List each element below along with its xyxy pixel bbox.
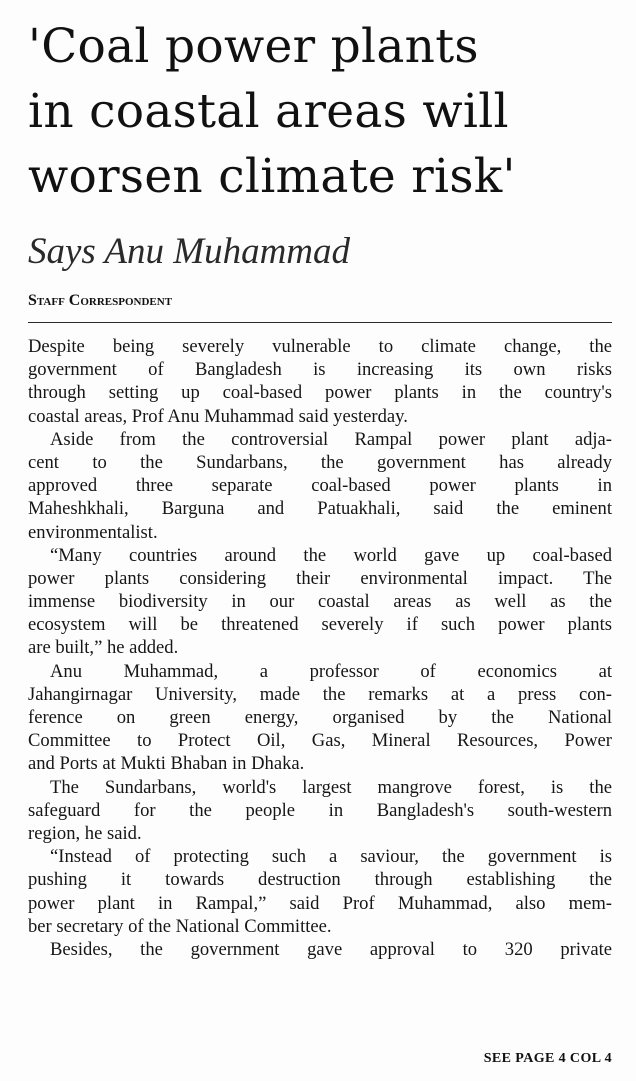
body-line: through setting up coal-based power plants in the country's	[28, 382, 612, 404]
continued-on-page: SEE PAGE 4 COL 4	[483, 1051, 612, 1066]
body-line: immense biodiversity in our coastal areas as well as the	[28, 591, 612, 613]
body-line: power plants considering their environmental impact. The	[28, 567, 612, 589]
body-line: Aside from the controversial Rampal power plant adja-	[50, 428, 612, 450]
body-line: Jahangirnagar University, made the remarks at a press con-	[28, 683, 612, 705]
body-line: are built,” he added.	[28, 637, 179, 659]
body-line: approved three separate coal-based power plants in	[28, 475, 612, 497]
byline: Staff Correspondent	[28, 292, 173, 309]
body-line: ecosystem will be threatened severely if such power plants	[28, 614, 612, 636]
body-line: cent to the Sundarbans, the government has already	[28, 451, 612, 473]
body-line: safeguard for the people in Bangladesh's south-western	[28, 799, 612, 821]
body-line: Anu Muhammad, a professor of economics at	[50, 660, 612, 682]
article-body	[28, 335, 612, 961]
body-line: The Sundarbans, world's largest mangrove forest, is the	[50, 776, 612, 798]
headline-line: 'Coal power plants	[28, 19, 479, 74]
body-line: and Ports at Mukti Bhaban in Dhaka.	[28, 753, 305, 775]
body-line: Maheshkhali, Barguna and Patuakhali, said the eminent	[28, 498, 612, 520]
body-line: environmentalist.	[28, 521, 158, 543]
body-line: power plant in Rampal,” said Prof Muhammad, also mem-	[28, 892, 612, 914]
body-line: pushing it towards destruction through establishing the	[28, 869, 612, 891]
body-line: ber secretary of the National Committee.	[28, 915, 332, 937]
body-line: Committee to Protect Oil, Gas, Mineral Resources, Power	[28, 730, 612, 752]
headline	[28, 14, 628, 209]
body-line: government of Bangladesh is increasing its own risks	[28, 359, 612, 381]
body-line: Despite being severely vulnerable to climate change, the	[28, 336, 612, 357]
byline-divider	[28, 322, 612, 323]
headline-line: in coastal areas will	[28, 84, 509, 139]
body-line: Besides, the government gave approval to 320 private	[50, 938, 612, 960]
subheadline: Says Anu Muhammad	[28, 231, 351, 272]
body-line: “Many countries around the world gave up coal-based	[50, 544, 612, 566]
body-line: region, he said.	[28, 822, 142, 844]
body-line: ference on green energy, organised by the National	[28, 707, 612, 728]
body-line: coastal areas, Prof Anu Muhammad said yesterday.	[28, 405, 408, 427]
headline-line: worsen climate risk'	[28, 149, 516, 204]
body-line: “Instead of protecting such a saviour, the government is	[50, 846, 612, 868]
